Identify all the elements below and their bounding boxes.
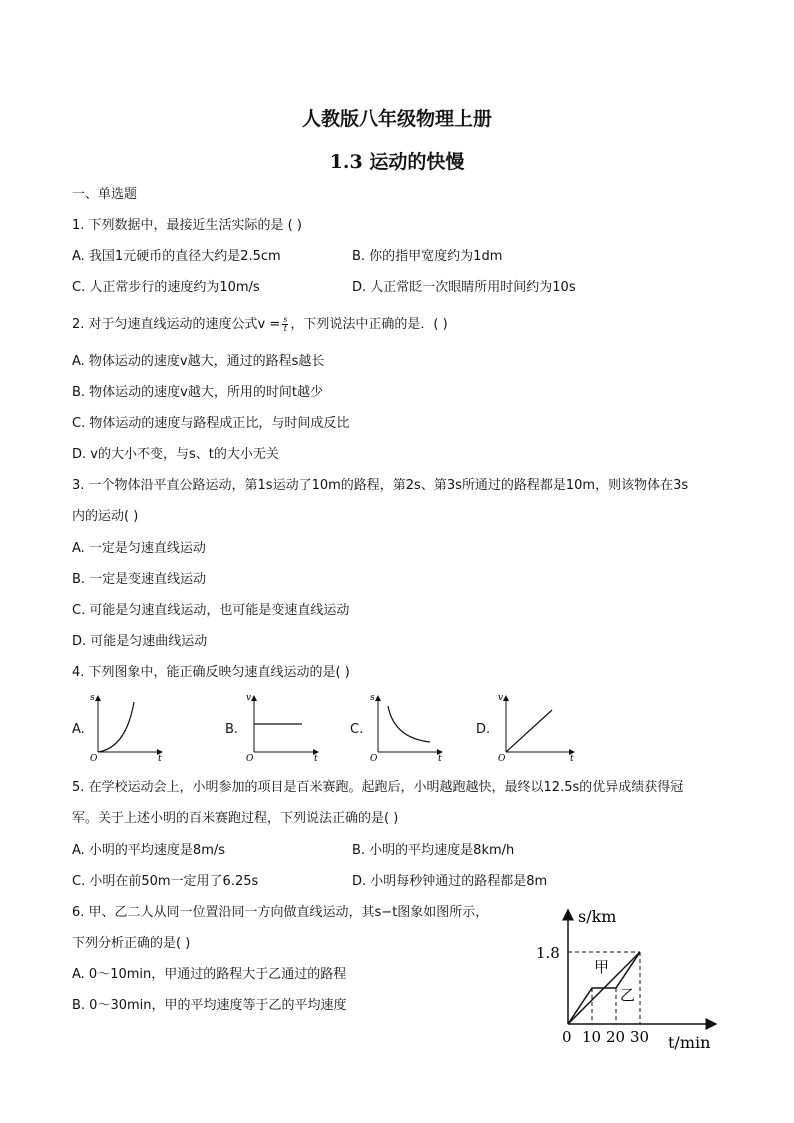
question-5-option-b: B. 小明的平均速度是8km/h	[352, 843, 515, 858]
question-3-option-a: A. 一定是匀速直线运动	[72, 541, 206, 556]
graph-b-xlabel: t	[314, 754, 318, 762]
graph-c-label: C.	[350, 722, 364, 737]
fraction-denominator: t	[283, 324, 287, 333]
question-4-stem: 4. 下列图象中，能正确反映匀速直线运动的是( )	[72, 665, 350, 680]
graph-c-ylabel: s	[370, 693, 375, 703]
graph-d-ylabel: v	[498, 693, 504, 703]
question-2-option-a: A. 物体运动的速度v越大，通过的路程s越长	[72, 354, 325, 369]
question-1-option-a: A. 我国1元硬币的直径大约是2.5cm	[72, 249, 281, 264]
graph-a	[88, 690, 168, 762]
question-3-option-b: B. 一定是变速直线运动	[72, 572, 207, 587]
question-6-option-a: A. 0～10min，甲通过的路程大于乙通过的路程	[72, 967, 347, 982]
figure-xlabel: t/min	[668, 1033, 711, 1052]
question-5-option-d: D. 小明每秒钟通过的路程都是8m	[352, 874, 548, 889]
question-2-option-d: D. v的大小不变，与s、t的大小无关	[72, 447, 279, 462]
section-heading: 一、单选题	[72, 187, 138, 202]
question-6-option-b: B. 0～30min，甲的平均速度等于乙的平均速度	[72, 998, 347, 1013]
fraction-numerator: s	[283, 315, 288, 324]
question-2-option-b: B. 物体运动的速度v越大，所用的时间t越少	[72, 385, 323, 400]
question-6-stem-line1: 6. 甲、乙二人从同一位置沿同一方向做直线运动，其s−t图象如图所示，	[72, 905, 489, 920]
question-2-option-c: C. 物体运动的速度与路程成正比，与时间成反比	[72, 416, 350, 431]
series-jia-label: 甲	[594, 958, 610, 976]
graph-a-origin: O	[90, 754, 98, 762]
graph-a-label: A.	[72, 722, 85, 737]
question-3-option-c: C. 可能是匀速直线运动，也可能是变速直线运动	[72, 603, 350, 618]
graph-b-origin: O	[246, 754, 254, 762]
question-5-option-c: C. 小明在前50m一定用了6.25s	[72, 874, 259, 889]
question-5-option-a: A. 小明的平均速度是8m/s	[72, 843, 226, 858]
speed-formula-fraction	[282, 316, 288, 333]
graph-d-origin: O	[498, 754, 506, 762]
question-3-stem-line2: 内的运动( )	[72, 509, 139, 524]
question-5-stem-line1: 5. 在学校运动会上，小明参加的项目是百米赛跑。起跑后，小明越跑越快，最终以12.5s的优异成绩获得冠	[72, 780, 684, 795]
question-3-stem-line1: 3. 一个物体沿平直公路运动，第1s运动了10m的路程，第2s、第3s所通过的路程都是10m，则该物体在3s	[72, 478, 689, 493]
question-1-option-b: B. 你的指甲宽度约为1dm	[352, 249, 503, 264]
question-3-option-d: D. 可能是匀速曲线运动	[72, 634, 208, 649]
graph-a-ylabel: s	[90, 693, 95, 703]
st-graph-figure	[530, 900, 730, 1055]
graph-b-ylabel: v	[246, 693, 252, 703]
graph-c-xlabel: t	[438, 754, 442, 762]
figure-xtick-0: 0	[562, 1028, 572, 1046]
graph-b	[244, 690, 324, 762]
figure-xtick-10: 10	[582, 1028, 602, 1046]
question-6-stem-line2: 下列分析正确的是( )	[72, 936, 191, 951]
graph-a-xlabel: t	[158, 754, 162, 762]
question-2-stem-pre: 2. 对于匀速直线运动的速度公式v =	[72, 317, 281, 332]
document-title: 人教版八年级物理上册	[301, 108, 492, 130]
graph-d-label: D.	[476, 722, 491, 737]
graph-b-label: B.	[225, 722, 239, 737]
graph-c-origin: O	[370, 754, 378, 762]
question-1-stem: 1. 下列数据中，最接近生活实际的是 ( )	[72, 218, 302, 233]
document-subtitle: 1.3 运动的快慢	[329, 151, 465, 173]
question-1-option-c: C. 人正常步行的速度约为10m/s	[72, 280, 260, 295]
question-1-option-d: D. 人正常眨一次眼睛所用时间约为10s	[352, 280, 576, 295]
question-2-stem	[72, 316, 448, 334]
series-yi-label: 乙	[620, 986, 636, 1004]
figure-xtick-30: 30	[630, 1028, 650, 1046]
figure-yval: 1.8	[536, 944, 560, 962]
question-5-stem-line2: 军。关于上述小明的百米赛跑过程，下列说法正确的是( )	[72, 811, 399, 826]
graph-d-xlabel: t	[570, 754, 574, 762]
question-2-stem-post: ，下列说法中正确的是．( )	[290, 317, 448, 332]
graph-d	[496, 690, 580, 762]
graph-c	[368, 690, 448, 762]
figure-ylabel: s/km	[578, 907, 617, 926]
figure-xtick-20: 20	[606, 1028, 626, 1046]
